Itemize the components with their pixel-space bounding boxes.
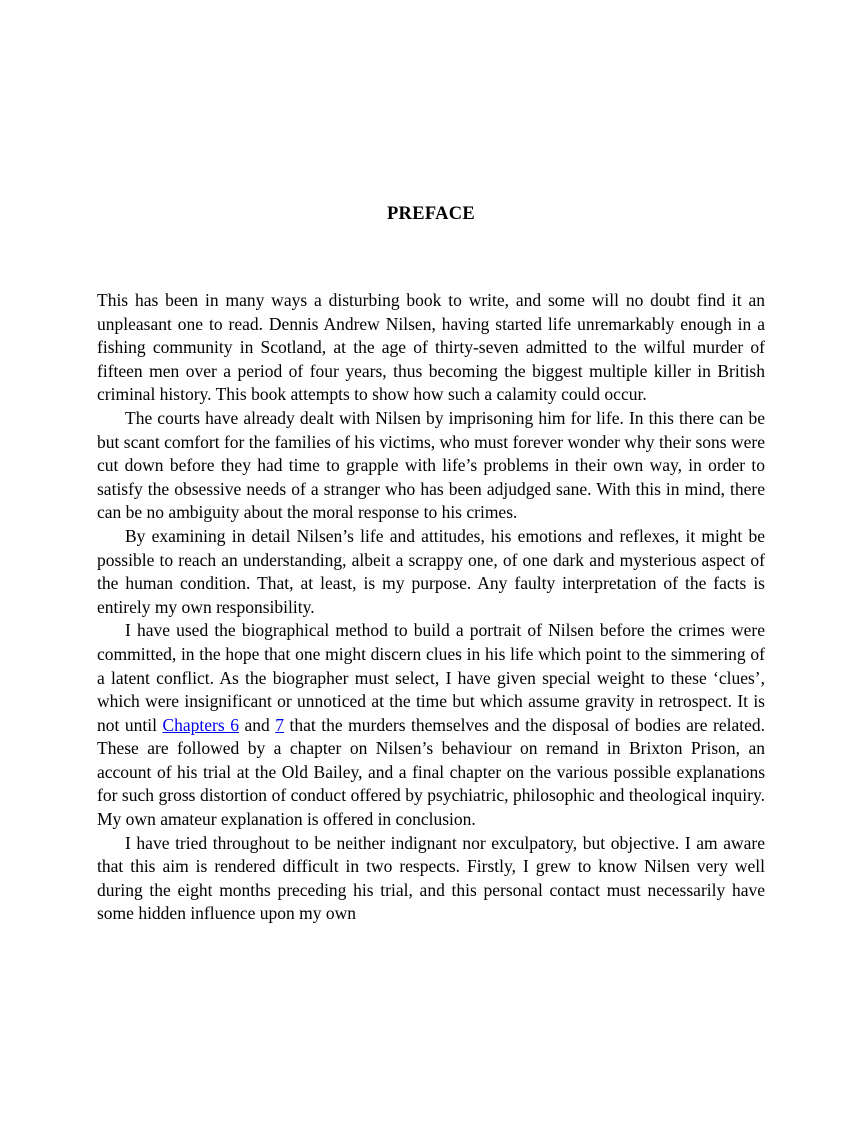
paragraph-text: By examining in detail Nilsen’s life and attitudes, his emotions and reflexes, it might be possible to reach an understanding, albeit a scrappy one, of one dark and mysterious aspect of the human condition. That, at least, is my purpose. Any faulty interpretation of the facts is entirely my own responsibility. (97, 525, 765, 617)
paragraph-text: that the murders themselves and the disposal of bodies are related. These are followed by a chapter on Nilsen’s behaviour on remand in Brixton Prison, an account of his trial at the Old Bailey, and a final chapter on the various possible explanations for such gross distortion of conduct offered by psychiatric, philosophic and theological inquiry. My own amateur explanation is offered in conclusion. (97, 714, 765, 830)
paragraph-text: The courts have already dealt with Nilsen by imprisoning him for life. In this there can be but scant comfort for the families of his victims, who must forever wonder why their sons were cut down before they had time to grapple with life’s problems in their own way, in order to satisfy the obsessive needs of a stranger who has been adjudged sane. With this in mind, there can be no ambiguity about the moral response to his crimes. (97, 407, 765, 523)
paragraph-text: I have used the biographical method to build a portrait of Nilsen before the crimes were committed, in the hope that one might discern clues in his life which point to the simmering of a latent conflict. As the biographer must select, I have given special weight to these ‘clues’, which were insignificant or unnoticed at the time but which assume gravity in retrospect. It is not until (97, 620, 765, 735)
paragraph-4 (97, 619, 765, 831)
paragraph-3 (97, 525, 765, 619)
paragraph-text: I have tried throughout to be neither indignant nor exculpatory, but objective. I am aware that this aim is rendered difficult in two respects. Firstly, I grew to know Nilsen very well during the eight months preceding his trial, and this personal contact must necessarily have some hidden influence upon my own (97, 832, 765, 924)
chapters-6-link[interactable]: Chapters 6 (162, 714, 239, 735)
paragraph-text: This has been in many ways a disturbing book to write, and some will no doubt find it an unpleasant one to read. Dennis Andrew Nilsen, having started life unremarkably enough in a fishing community in Scotland, at the age of thirty-seven admitted to the wilful murder of fifteen men over a period of four years, thus becoming the biggest multiple killer in British criminal history. This book attempts to show how such a calamity could occur. (97, 290, 765, 405)
page-content (97, 289, 765, 926)
paragraph-1 (97, 289, 765, 407)
paragraph-5 (97, 832, 765, 926)
chapter-7-link[interactable]: 7 (275, 714, 285, 735)
page-title: PREFACE (386, 204, 476, 224)
paragraph-text: and (238, 714, 276, 735)
paragraph-2 (97, 407, 765, 525)
